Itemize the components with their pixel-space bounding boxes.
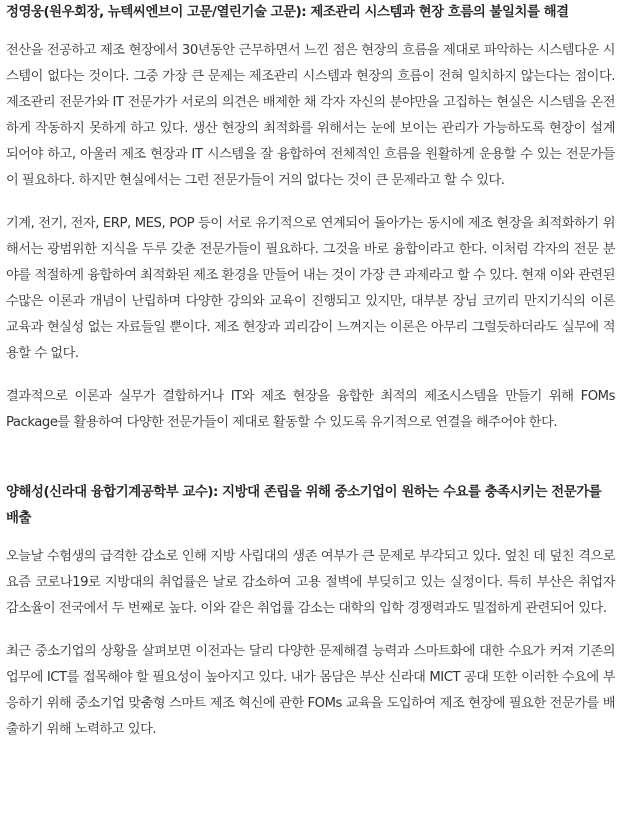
spacer: [6, 622, 615, 639]
paragraph: 기계, 전기, 전자, ERP, MES, POP 등이 서로 유기적으로 연계되어 돌아가는 동시에 제조 현장을 최적화하기 위해서는 광범위한 지식을 두루 갖춘 전문가들이 필요하다. 그것을 바로 융합이라고 한다. 이처럼 각자의 전문 분야를 적절하게 융합하여 최적화된 제조 환경을 만들어 내는 것이 가장 큰 과제라고 할 수 있다. 현재 이와 관련된 수많은 이론과 개념이 난립하며 다양한 강의와 교육이 진행되고 있지만, 대부분 장님 코끼리 만지기식의 이론 교육과 현실성 없는 자료들일 뿐이다. 제조 현장과 괴리감이 느껴지는 이론은 아무리 그럴듯하더라도 실무에 적용할 수 없다.: [6, 216, 615, 361]
paragraph: 최근 중소기업의 상황을 살펴보면 이전과는 달리 다양한 문제해결 능력과 스마트화에 대한 수요가 커져 기존의 업무에 ICT를 접목해야 할 필요성이 높아지고 있다. 내가 몸담은 부산 신라대 MICT 공대 또한 이러한 수요에 부응하기 위해 중소기업 맞춤형 스마트 제조 혁신에 관한 FOMs 교육을 도입하여 제조 현장에 필요한 전문가를 배출하기 위해 노력하고 있다.: [6, 644, 615, 737]
section-heading-jung: 정영웅(원우회장, 뉴텍씨엔브이 고문/열린기술 고문): 제조관리 시스템과 현장 흐름의 불일치를 해결: [6, 5, 569, 20]
section-heading-yang: 양해성(신라대 융합기계공학부 교수): 지방대 존립을 위해 중소기업이 원하는 수요를 충족시키는 전문가를 배출: [6, 485, 602, 526]
section-spacer: [6, 436, 615, 480]
spacer: [6, 26, 615, 38]
spacer: [6, 532, 615, 544]
paragraph: 오늘날 수험생의 급격한 감소로 인해 지방 사립대의 생존 여부가 큰 문제로 부각되고 있다. 엎친 데 덮친 격으로 요즘 코로나19로 지방대의 취업률은 날로 감소하여 고용 절벽에 부딪히고 있는 실정이다. 특히 부산은 취업자 감소율이 전국에서 두 번째로 높다. 이와 같은 취업률 감소는 대학의 입학 경쟁력과도 밀접하게 관련되어 있다.: [6, 549, 615, 616]
paragraph: 전산을 전공하고 제조 현장에서 30년동안 근무하면서 느낀 점은 현장의 흐름을 제대로 파악하는 시스템다운 시스템이 없다는 것이다. 그중 가장 큰 문제는 제조관리 시스템과 현장의 흐름이 전혀 일치하지 않는다는 점이다. 제조관리 전문가와 IT 전문가가 서로의 의견은 배제한 채 각자 자신의 분야만을 고집하는 현실은 시스템을 온전하게 작동하지 못하게 하고 있다. 생산 현장의 최적화를 위해서는 눈에 보이는 관리가 가능하도록 현장이 설계되어야 하고, 아울러 제조 현장과 IT 시스템을 잘 융합하여 전체적인 흐름을 원활하게 운용할 수 있는 전문가들이 필요하다. 하지만 현실에서는 그런 전문가들이 거의 없다는 것이 큰 문제라고 할 수 있다.: [6, 43, 615, 188]
paragraph: 결과적으로 이론과 실무가 결합하거나 IT와 제조 현장을 융합한 최적의 제조시스템을 만들기 위해 FOMs Package를 활용하여 다양한 전문가들이 제대로 활동할 수 있도록 유기적으로 연결을 해주어야 한다.: [6, 389, 615, 430]
spacer: [6, 194, 615, 211]
spacer: [6, 367, 615, 384]
